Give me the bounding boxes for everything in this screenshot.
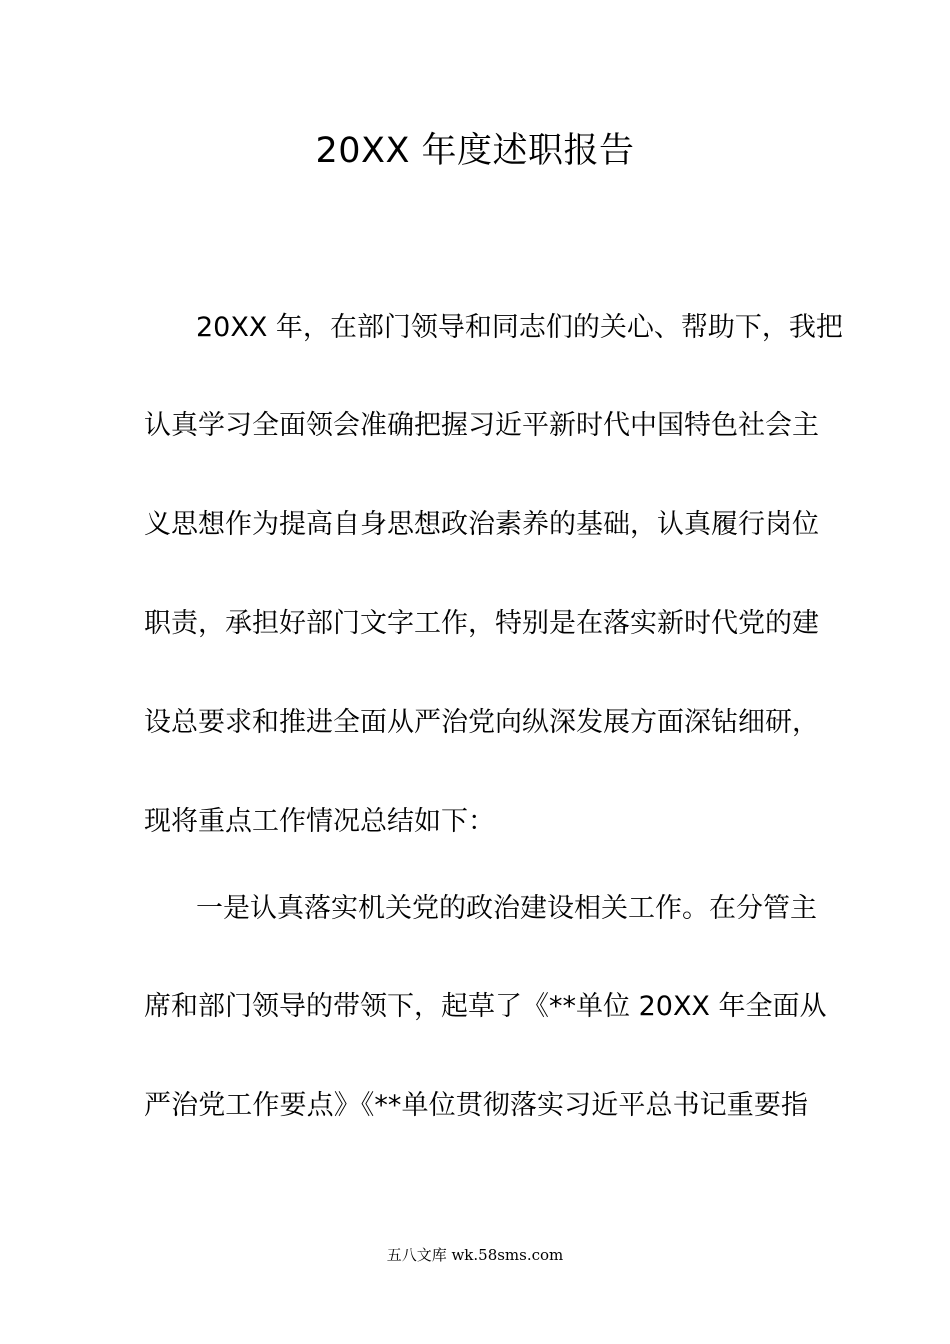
paragraph-line: 一是认真落实机关党的政治建设相关工作。在分管主 [196, 893, 817, 924]
footer-watermark: 五八文库 wk.58sms.com [386, 1246, 564, 1264]
paragraph-line: 20XX 年，在部门领导和同志们的关心、帮助下，我把 [196, 312, 843, 343]
paragraph-line: 义思想作为提高自身思想政治素养的基础，认真履行岗位 [144, 509, 819, 540]
paragraph-line: 席和部门领导的带领下，起草了《**单位 20XX 年全面从 [144, 991, 827, 1022]
document-title: 20XX 年度述职报告 [315, 131, 635, 171]
paragraph-line: 严治党工作要点》《**单位贯彻落实习近平总书记重要指 [144, 1090, 808, 1121]
paragraph-line: 职责，承担好部门文字工作，特别是在落实新时代党的建 [144, 608, 819, 639]
paragraph-line: 现将重点工作情况总结如下： [144, 806, 495, 837]
paragraph-line: 设总要求和推进全面从严治党向纵深发展方面深钻细研， [144, 707, 819, 738]
paragraph-line: 认真学习全面领会准确把握习近平新时代中国特色社会主 [144, 410, 819, 441]
